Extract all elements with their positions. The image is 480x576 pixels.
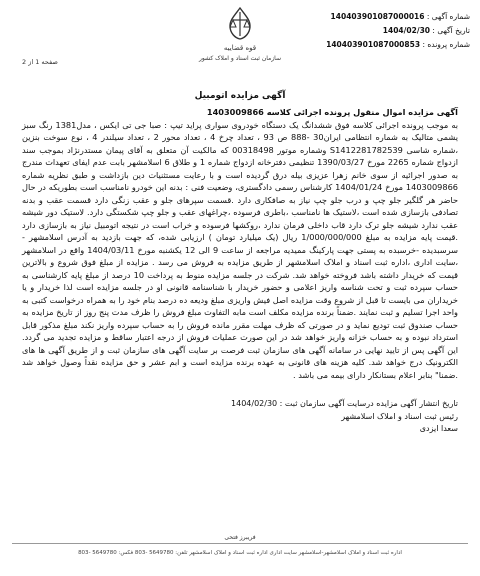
notice-number-row [330,10,470,24]
notice-intro: آگهی مزایده اموال منقول پرونده اجرائی کلاسه 1403009866 [206,107,458,117]
notice-title: آگهی مزایده اتومبیل [194,91,286,101]
org-name: قوه قضاییه [223,44,257,52]
notice-body [22,106,458,381]
notice-meta [326,10,470,52]
case-number-row [326,38,470,52]
meta-label: شماره پرونده : [422,40,470,49]
signature-block [22,398,458,436]
footer-signer: فریبرز فتحی [224,534,256,541]
footer-address: اداره ثبت اسناد و املاک اسلامشهر-اسلامشهر سایت اداری اداره ثبت اسناد و املاک اسلامشهر تلفن: 5649780 -803 فکس: 5649780 -803 [78,550,402,556]
page-number: صفحه 1 از 2 [22,58,58,66]
meta-label: شماره آگهی : [426,12,470,21]
notice-paragraph: به موجب پرونده اجرائی کلاسه فوق ششدانگ یک دستگاه خودروی سواری پراید تیپ : صبا جی تی ایکس ، مدل1381 رنگ سبز یشمی متالیک به شماره انتظامی ایران30 -888 ص 93 ، تعداد چرخ 4 ، تعداد محور 2 ، تعداد سیلندر 4 ، نوع سوخت بنزین ،شماره شاسی S1412281782539 وشماره موتور 00318498 که مالکیت آن متعلق به آقای پیمان مستدرنژاد بموجب سند ازدواج شماره 2265 مورخ 1390/03/27 تنظیمی دفترخانه ازدواج شماره 1 و طلاق 6 اسلامشهر بابت عدم ایفای تعهدات مندرج به صدور اجرائیه از سوی خانم زهرا عزیزی بیله درق گردیده است و با رعایت مستثنیات دین بازداشت و طبق نظریه شماره 1403009866 مورخ 1404/01/24 کارشناس رسمی دادگستری، وضعیت فنی : بدنه این خودرو نامناسب است بطوریکه در حال حاضر هر گلگیر جلو چپ و درب جلو چپ نیاز به صافکاری دارد .قسمت سپرهای جلو و عقب زنگی دارد قسمت عقب و بدنه تصادفی بازسازی شده است ،لاستیک ها نامناسب ،باطری فرسوده ،چراغهای عقب و جلو چپ شکستگی دارد. لاستیک دور شیشه عقب ندارد شیشه جلو ترک دارد قاب داخلی فرمان ندارد ،روکشها فرسوده و خراب است در نتیجه اتومبیل نیاز به بازسازی دارد .قیمت پایه مزایده به مبلغ 1/000/000/000 ریال (یک میلیارد تومان ) ارزیابی شده، که جهت بازدید به آدرس اسلامشهر - سرسبدیده -خرسبده به پستی جهت پارکینگ ممیدیه مراجعه از ساعت 9 الی 12 یکشنبه مورخ 1404/03/11 واقع در اسلامشهر ،سایت اداری ،اداره ثبت اسناد و املاک اسلامشهر از طریق مزایده به فروش می رسد . مزایده از مبلغ فوق شروع و بالاترین قیمت که خریدار داشته باشد فروخته خواهد شد. شرکت در جلسه مزایده منوط به پرداخت 10 درصد از مبلغ پایه کارشناسی به حساب سپرده ثبت و تحت شناسه واریز اعلامی و حضور خریدار با شناسنامه قانونی او در جلسه مزایده است لذا خریدار و یا خریداران می بایست تا قبل از شروع وقت مزایده اصل فیش واریزی مبلغ ودیعه ده درصد بنام خود را به همراه درخواست کتبی به واحد اجرا تسلیم و ثبت نمایند .ضمناً برنده مزایده مکلف است مابه التفاوت مبلغ فروش را ظرف مدت پنج روز از تاریخ مزایده به حساب صندوق ثبت تودیع نماید و در صورتی که ظرف مهلت مقرر مانده فروش را به حساب سپرده واریز نکند مبلغ مذکور قابل استرداد نبوده و به حساب خزانه واریز خواهد شد در این صورت عملیات فروش از درجه اعتبار ساقط و مزایده تجدید می گردد. این آگهی پس از تایید نهایی در سامانه آگهی های سازمان ثبت فرصت بر سایت آگهی های سازمان ثبت و از طریق آگهی ها های الکترونیک درج خواهد شد. کلیه هزینه های قانونی به عهده برنده مزایده است و ابم عشر و حق مزایده نقداً وصول خواهد شد .ضمنا" بنابر اعلام بستانکار دارای بیمه می باشد . [22,119,459,380]
case-number: 140403901087000853 [326,40,421,49]
notice-number: 140403901087000016 [330,12,425,21]
office-title: رئیس ثبت اسناد و املاک اسلامشهر [341,411,458,421]
publish-date-line: تاریخ انتشار آگهی مزایده درسایت آگهی سازمان ثبت : 1404/02/30 [231,399,458,408]
signer-name: سعدا ایزدی [419,424,458,433]
org-subtitle: سازمان ثبت اسناد و املاک کشور [198,55,282,62]
meta-label: تاریخ آگهی : [432,26,470,35]
notice-date: 1404/02/30 [382,26,431,35]
footer-divider [12,543,468,544]
judiciary-emblem-icon [224,6,256,42]
notice-date-row [330,24,470,38]
